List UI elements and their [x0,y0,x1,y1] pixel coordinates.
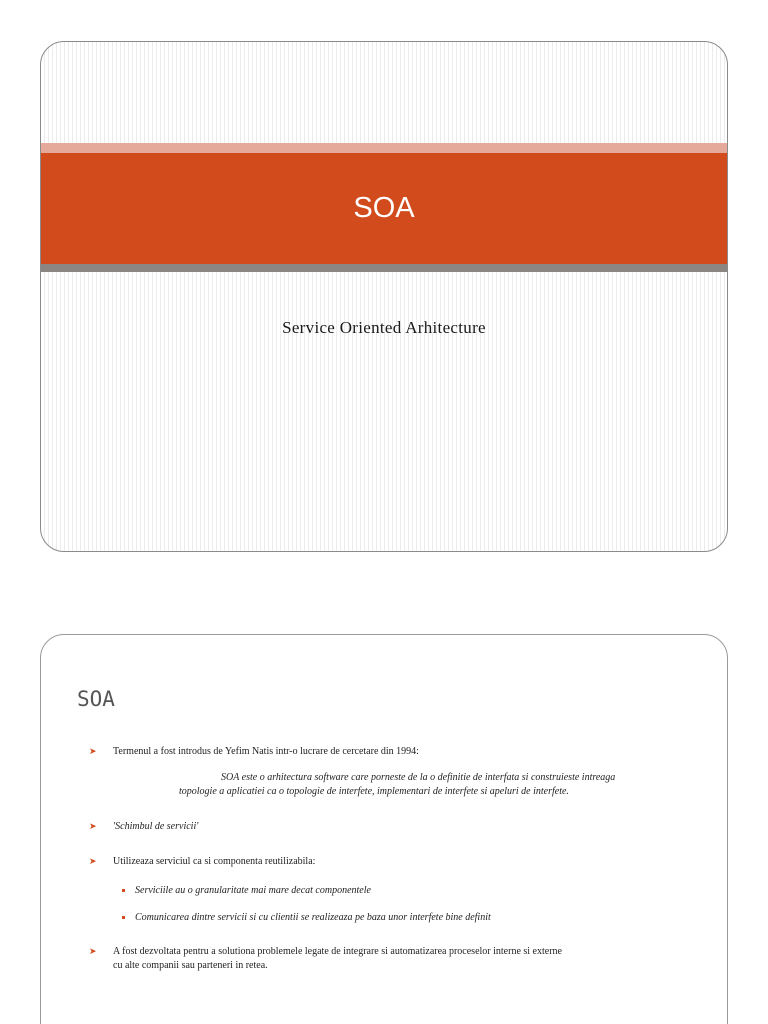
sub-item-text: Serviciile au o granularitate mai mare decat componentele [135,885,371,896]
sub-item-text: Comunicarea dintre servicii si cu clientii se realizeaza pe baza unor interfete bine definit [135,912,491,923]
definition-line-1: SOA este o arhitectura software care porneste de la o definitie de interfata si construieste intreaga [221,772,616,783]
bullet-text: Utilizeaza serviciul ca si componenta reutilizabila: [113,856,316,867]
arrow-bullet-icon: ➤ [89,947,97,957]
arrow-bullet-icon: ➤ [89,822,97,832]
accent-strip-top [41,143,727,153]
square-bullet-icon [122,916,125,919]
list-item [89,745,691,759]
list-item [89,820,691,834]
accent-strip-bottom [41,264,727,272]
bullet-text: Termenul a fost introdus de Yefim Natis intr-o lucrare de cercetare din 1994: [113,746,419,757]
arrow-bullet-icon: ➤ [89,857,97,867]
slide-subtitle: Service Oriented Arhitecture [282,318,486,337]
square-bullet-icon [122,889,125,892]
definition-line-2: topologie a aplicatiei ca o topologie de interfete, implementari de interfete si apeluri de interfete. [179,786,569,797]
sub-list-item [135,911,691,924]
arrow-bullet-icon: ➤ [89,747,97,757]
title-slide [40,41,728,552]
slide-title: SOA [353,192,415,224]
sub-list-item [135,884,691,897]
bullet-text: A fost dezvoltata pentru a solutiona problemele legate de integrare si automatizarea proceselor interne si externe [113,946,562,957]
list-item [89,855,691,869]
bullet-text: 'Schimbul de servicii' [113,821,199,832]
bullet-text-continued: cu alte companii sau parteneri in retea. [113,960,268,971]
list-item [89,945,691,973]
content-slide [40,634,728,1024]
content-slide-title: SOA [77,687,115,711]
